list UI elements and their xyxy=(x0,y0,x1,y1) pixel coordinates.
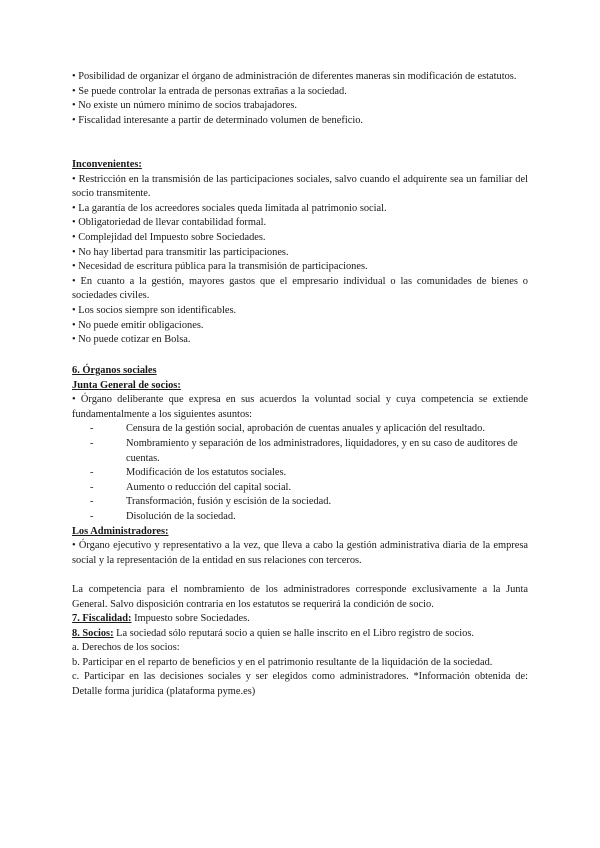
inconvenientes-heading: Inconvenientes: xyxy=(72,159,142,170)
inconveniente-item: • En cuanto a la gestión, mayores gastos que el empresario individual o las comunidades de bienes o sociedades civiles. xyxy=(72,275,528,302)
inconveniente-item: • No puede emitir obligaciones. xyxy=(72,319,204,331)
junta-heading: Junta General de socios: xyxy=(72,379,181,391)
socios-label: 8. Socios: xyxy=(72,627,114,639)
ventaja-item: • Se puede controlar la entrada de personas extrañas a la sociedad. xyxy=(72,85,347,97)
inconveniente-item: • La garantía de los acreedores sociales queda limitada al patrimonio social. xyxy=(72,202,387,214)
list-item: - Transformación, fusión y escisión de la sociedad. xyxy=(90,495,528,510)
admin-heading: Los Administradores: xyxy=(72,525,169,537)
ventaja-item: • Posibilidad de organizar el órgano de administración de diferentes maneras sin modificación de estatutos. xyxy=(72,71,517,82)
fiscalidad-line xyxy=(72,612,528,627)
junta-intro: • Órgano deliberante que expresa en sus acuerdos la voluntad social y cuya competencia se extiende fundamentalmente a los siguientes asuntos: xyxy=(72,394,528,420)
inconvenientes-section xyxy=(72,158,528,348)
fiscalidad-label: 7. Fiscalidad: xyxy=(72,613,132,625)
inconveniente-item: • No puede cotizar en Bolsa. xyxy=(72,334,191,346)
fiscalidad-text: Impuesto sobre Sociedades. xyxy=(131,613,250,625)
socios-line xyxy=(72,627,528,642)
inconveniente-item: • Restricción en la transmisión de las participaciones sociales, salvo cuando el adquirente sea un familiar del socio transmitente. xyxy=(72,173,528,200)
junta-asuntos-list xyxy=(72,422,528,524)
inconveniente-item: • Necesidad de escritura pública para la transmisión de participaciones. xyxy=(72,261,368,273)
organos-section xyxy=(72,364,528,700)
ventaja-item: • Fiscalidad interesante a partir de determinado volumen de beneficio. xyxy=(72,114,364,126)
competencia-text: La competencia para el nombramiento de los administradores corresponde exclusivamente a la Junta General. Salvo disposición contraria en los estatutos se requerirá la condición de socio. xyxy=(72,583,528,610)
spacer xyxy=(72,568,528,583)
inconveniente-item: • Los socios siempre son identificables. xyxy=(72,304,237,316)
list-item: - Aumento o reducción del capital social. xyxy=(90,481,528,496)
ventajas-list xyxy=(72,70,528,128)
socios-item: a. Derechos de los socios: xyxy=(72,642,180,654)
inconveniente-item: • Complejidad del Impuesto sobre Sociedades. xyxy=(72,231,266,243)
list-item: - Censura de la gestión social, aprobación de cuentas anuales y aplicación del resultado. xyxy=(90,422,528,437)
ventaja-item: • No existe un número mínimo de socios trabajadores. xyxy=(72,100,297,112)
list-item: - Disolución de la sociedad. xyxy=(90,510,528,525)
organos-heading: 6. Órganos sociales xyxy=(72,365,157,376)
list-item: - Nombramiento y separación de los administradores, liquidadores, y en su caso de auditores de cuentas. xyxy=(90,437,528,466)
admin-text: • Órgano ejecutivo y representativo a la vez, que lleva a cabo la gestión administrativa diaria de la empresa social y la representación de la entidad en sus relaciones con terceros. xyxy=(72,540,528,566)
socios-item: c. Participar en las decisiones sociales y ser elegidos como administradores. *Información obtenida de: Detalle forma jurídica (plataforma pyme.es) xyxy=(72,671,528,698)
list-item: - Modificación de los estatutos sociales. xyxy=(90,466,528,481)
socios-item: b. Participar en el reparto de beneficios y en el patrimonio resultante de la liquidación de la sociedad. xyxy=(72,656,493,668)
inconveniente-item: • No hay libertad para transmitir las participaciones. xyxy=(72,246,289,258)
socios-text: La sociedad sólo reputará socio a quien se halle inscrito en el Libro registro de socios. xyxy=(113,627,474,639)
inconveniente-item: • Obligatoriedad de llevar contabilidad formal. xyxy=(72,217,267,229)
